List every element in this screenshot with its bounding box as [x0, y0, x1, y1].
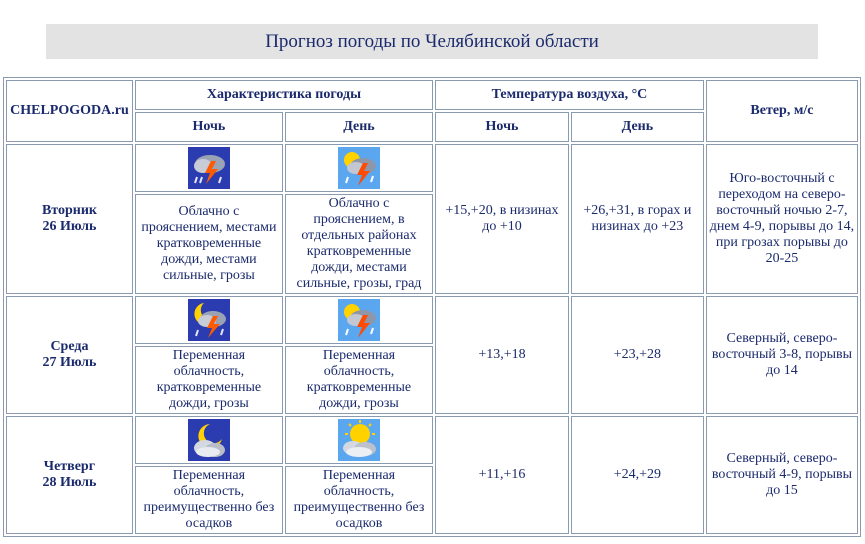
weekday-label: Вторник — [41, 203, 97, 218]
forecast-row-wednesday — [6, 296, 858, 344]
day-cell — [6, 296, 133, 414]
night-weather-description: Переменная облачность, преимущественно без осадков — [135, 466, 283, 534]
thunderstorm-rain-icon — [188, 147, 230, 189]
date-label: 28 Июль — [42, 475, 97, 490]
sun-thunderstorm-rain-icon — [338, 299, 380, 341]
wind-description: Северный, северо-восточный 4-9, порывы до 15 — [706, 416, 858, 534]
temperature-header: Температура воздуха, °С — [435, 80, 704, 110]
day-weather-description: Переменная облачность, преимущественно без осадков — [285, 466, 433, 534]
day-cell — [6, 144, 133, 294]
night-weather-description: Переменная облачность, кратковременные дожди, грозы — [135, 346, 283, 414]
day-temperature: +24,+29 — [571, 416, 704, 534]
wind-description: Северный, северо-восточный 3-8, порывы до 14 — [706, 296, 858, 414]
night-temperature: +11,+16 — [435, 416, 569, 534]
moon-thunderstorm-rain-icon — [188, 299, 230, 341]
day-icon-cell — [285, 296, 433, 344]
forecast-table — [3, 77, 861, 537]
page-title: Прогноз погоды по Челябинской области — [46, 24, 818, 59]
sun-cloudy-icon — [338, 419, 380, 461]
date-label: 26 Июль — [42, 219, 97, 234]
night-weather-description: Облачно с прояснением, местами кратковременные дожди, местами сильные, грозы — [135, 194, 283, 294]
day-temperature: +26,+31, в горах и низинах до +23 — [571, 144, 704, 294]
night-icon-cell — [135, 416, 283, 464]
sun-thunderstorm-rain-icon — [338, 147, 380, 189]
night-temperature: +15,+20, в низинах до +10 — [435, 144, 569, 294]
date-label: 27 Июль — [42, 355, 97, 370]
weekday-label: Среда — [50, 339, 89, 354]
day-icon-cell — [285, 416, 433, 464]
weather-day-header: День — [285, 112, 433, 142]
day-weather-description: Облачно с прояснением, в отдельных районах кратковременные дожди, местами сильные, грозы, град — [285, 194, 433, 294]
temp-day-header: День — [571, 112, 704, 142]
moon-cloudy-icon — [188, 419, 230, 461]
brand-label: CHELPOGODA.ru — [6, 80, 133, 142]
forecast-row-thursday — [6, 416, 858, 464]
forecast-row-tuesday — [6, 144, 858, 192]
day-temperature: +23,+28 — [571, 296, 704, 414]
temp-night-header: Ночь — [435, 112, 569, 142]
weather-header: Характеристика погоды — [135, 80, 433, 110]
night-temperature: +13,+18 — [435, 296, 569, 414]
day-icon-cell — [285, 144, 433, 192]
wind-header: Ветер, м/с — [706, 80, 858, 142]
weekday-label: Четверг — [43, 459, 96, 474]
weather-night-header: Ночь — [135, 112, 283, 142]
night-icon-cell — [135, 296, 283, 344]
night-icon-cell — [135, 144, 283, 192]
wind-description: Юго-восточный с переходом на северо-восточный ночью 2-7, днем 4-9, порывы до 14, при грозах порывы до 20-25 — [706, 144, 858, 294]
day-weather-description: Переменная облачность, кратковременные дожди, грозы — [285, 346, 433, 414]
day-cell — [6, 416, 133, 534]
